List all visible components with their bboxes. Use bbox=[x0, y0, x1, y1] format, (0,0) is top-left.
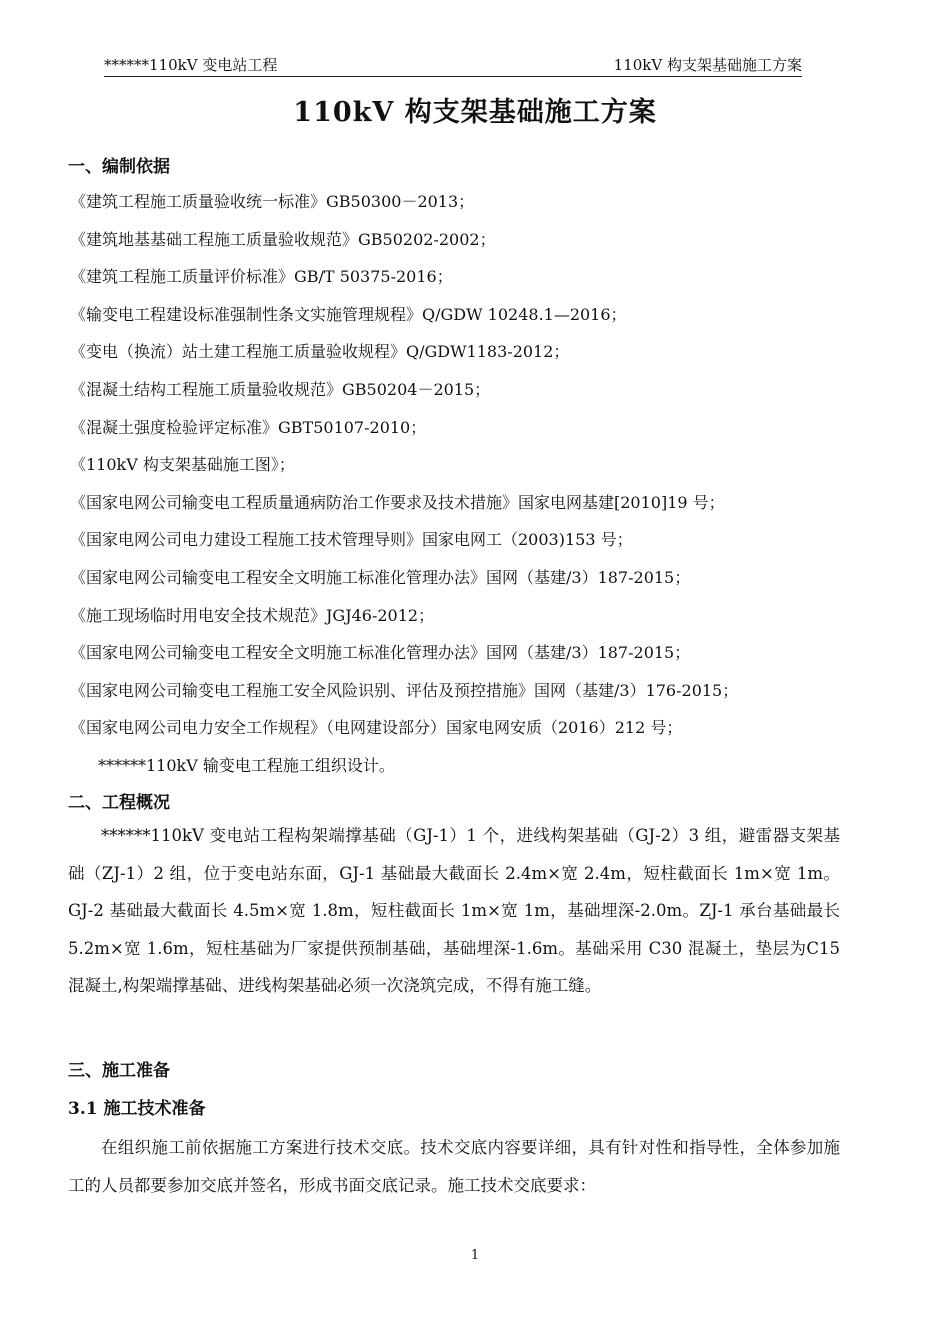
reference-item: 《国家电网公司电力建设工程施工技术管理导则》国家电网工（2003)153 号； bbox=[70, 530, 633, 550]
running-header bbox=[104, 54, 802, 77]
header-project-name: ******110kV 变电站工程 bbox=[104, 56, 278, 74]
reference-item: 《输变电工程建设标准强制性条文实施管理规程》Q/GDW 10248.1—2016； bbox=[70, 304, 627, 324]
reference-item: 《变电（换流）站土建工程施工质量验收规程》Q/GDW1183-2012； bbox=[70, 342, 570, 362]
page-number: 1 bbox=[470, 1248, 480, 1263]
reference-item: 《混凝土强度检验评定标准》GBT50107-2010； bbox=[70, 417, 427, 437]
reference-item: 《国家电网公司输变电工程安全文明施工标准化管理办法》国网（基建/3）187-2015； bbox=[70, 567, 691, 587]
document-title: 110kV 构支架基础施工方案 bbox=[293, 97, 657, 128]
reference-item: 《国家电网公司输变电工程施工安全风险识别、评估及预控措施》国网（基建/3）176-2015； bbox=[70, 680, 739, 700]
reference-list bbox=[70, 188, 890, 790]
subsection-heading-technical-preparation: 3.1 施工技术准备 bbox=[68, 1099, 206, 1119]
reference-item: 《国家电网公司输变电工程质量通病防治工作要求及技术措施》国家电网基建[2010]19 号； bbox=[70, 492, 725, 512]
technical-preparation-paragraph: 在组织施工前依据施工方案进行技术交底。技术交底内容要详细，具有针对性和指导性，全体参加施工的人员都要参加交底并签名，形成书面交底记录。施工技术交底要求： bbox=[68, 1138, 840, 1195]
reference-item: 《建筑工程施工质量评价标准》GB/T 50375-2016； bbox=[70, 267, 453, 287]
reference-item: 《110kV 构支架基础施工图》； bbox=[70, 455, 295, 475]
section-heading-basis: 一、编制依据 bbox=[68, 157, 170, 177]
reference-item: 《国家电网公司输变电工程安全文明施工标准化管理办法》国网（基建/3）187-2015； bbox=[70, 643, 691, 663]
overview-paragraph: ******110kV 变电站工程构架端撑基础（GJ-1）1 个，进线构架基础（GJ-2）3 组，避雷器支架基础（ZJ-1）2 组，位于变电站东面，GJ-1 基础最大截面长 2.4m×宽 2.4m，短柱截面长 1m×宽 1m。GJ-2 基础最大截面长 4.5m×宽 1.8m，短柱截面长 1m×宽 1m，基础埋深-2.0m。ZJ-1 承台基础最长 5.2m×宽 1.6m，短柱基础为厂家提供预制基础，基础埋深-1.6m。基础采用 C30 混凝土，垫层为C15 混凝土,构架端撑基础、进线构架基础必须一次浇筑完成，不得有施工缝。 bbox=[68, 826, 840, 996]
reference-item: 《建筑地基基础工程施工质量验收规范》GB50202-2002； bbox=[70, 229, 496, 249]
header-document-name: 110kV 构支架基础施工方案 bbox=[613, 56, 802, 74]
reference-item: 《混凝土结构工程施工质量验收规范》GB50204－2015； bbox=[70, 379, 491, 399]
section-heading-overview: 二、工程概况 bbox=[68, 793, 170, 813]
reference-item: 《国家电网公司电力安全工作规程》（电网建设部分）国家电网安质（2016）212 号； bbox=[70, 718, 683, 738]
section-heading-preparation: 三、施工准备 bbox=[68, 1061, 170, 1081]
reference-item: 《建筑工程施工质量验收统一标准》GB50300－2013； bbox=[70, 192, 475, 211]
reference-item: 《施工现场临时用电安全技术规范》JGJ46-2012； bbox=[70, 605, 435, 625]
reference-item: ******110kV 输变电工程施工组织设计。 bbox=[98, 755, 395, 775]
